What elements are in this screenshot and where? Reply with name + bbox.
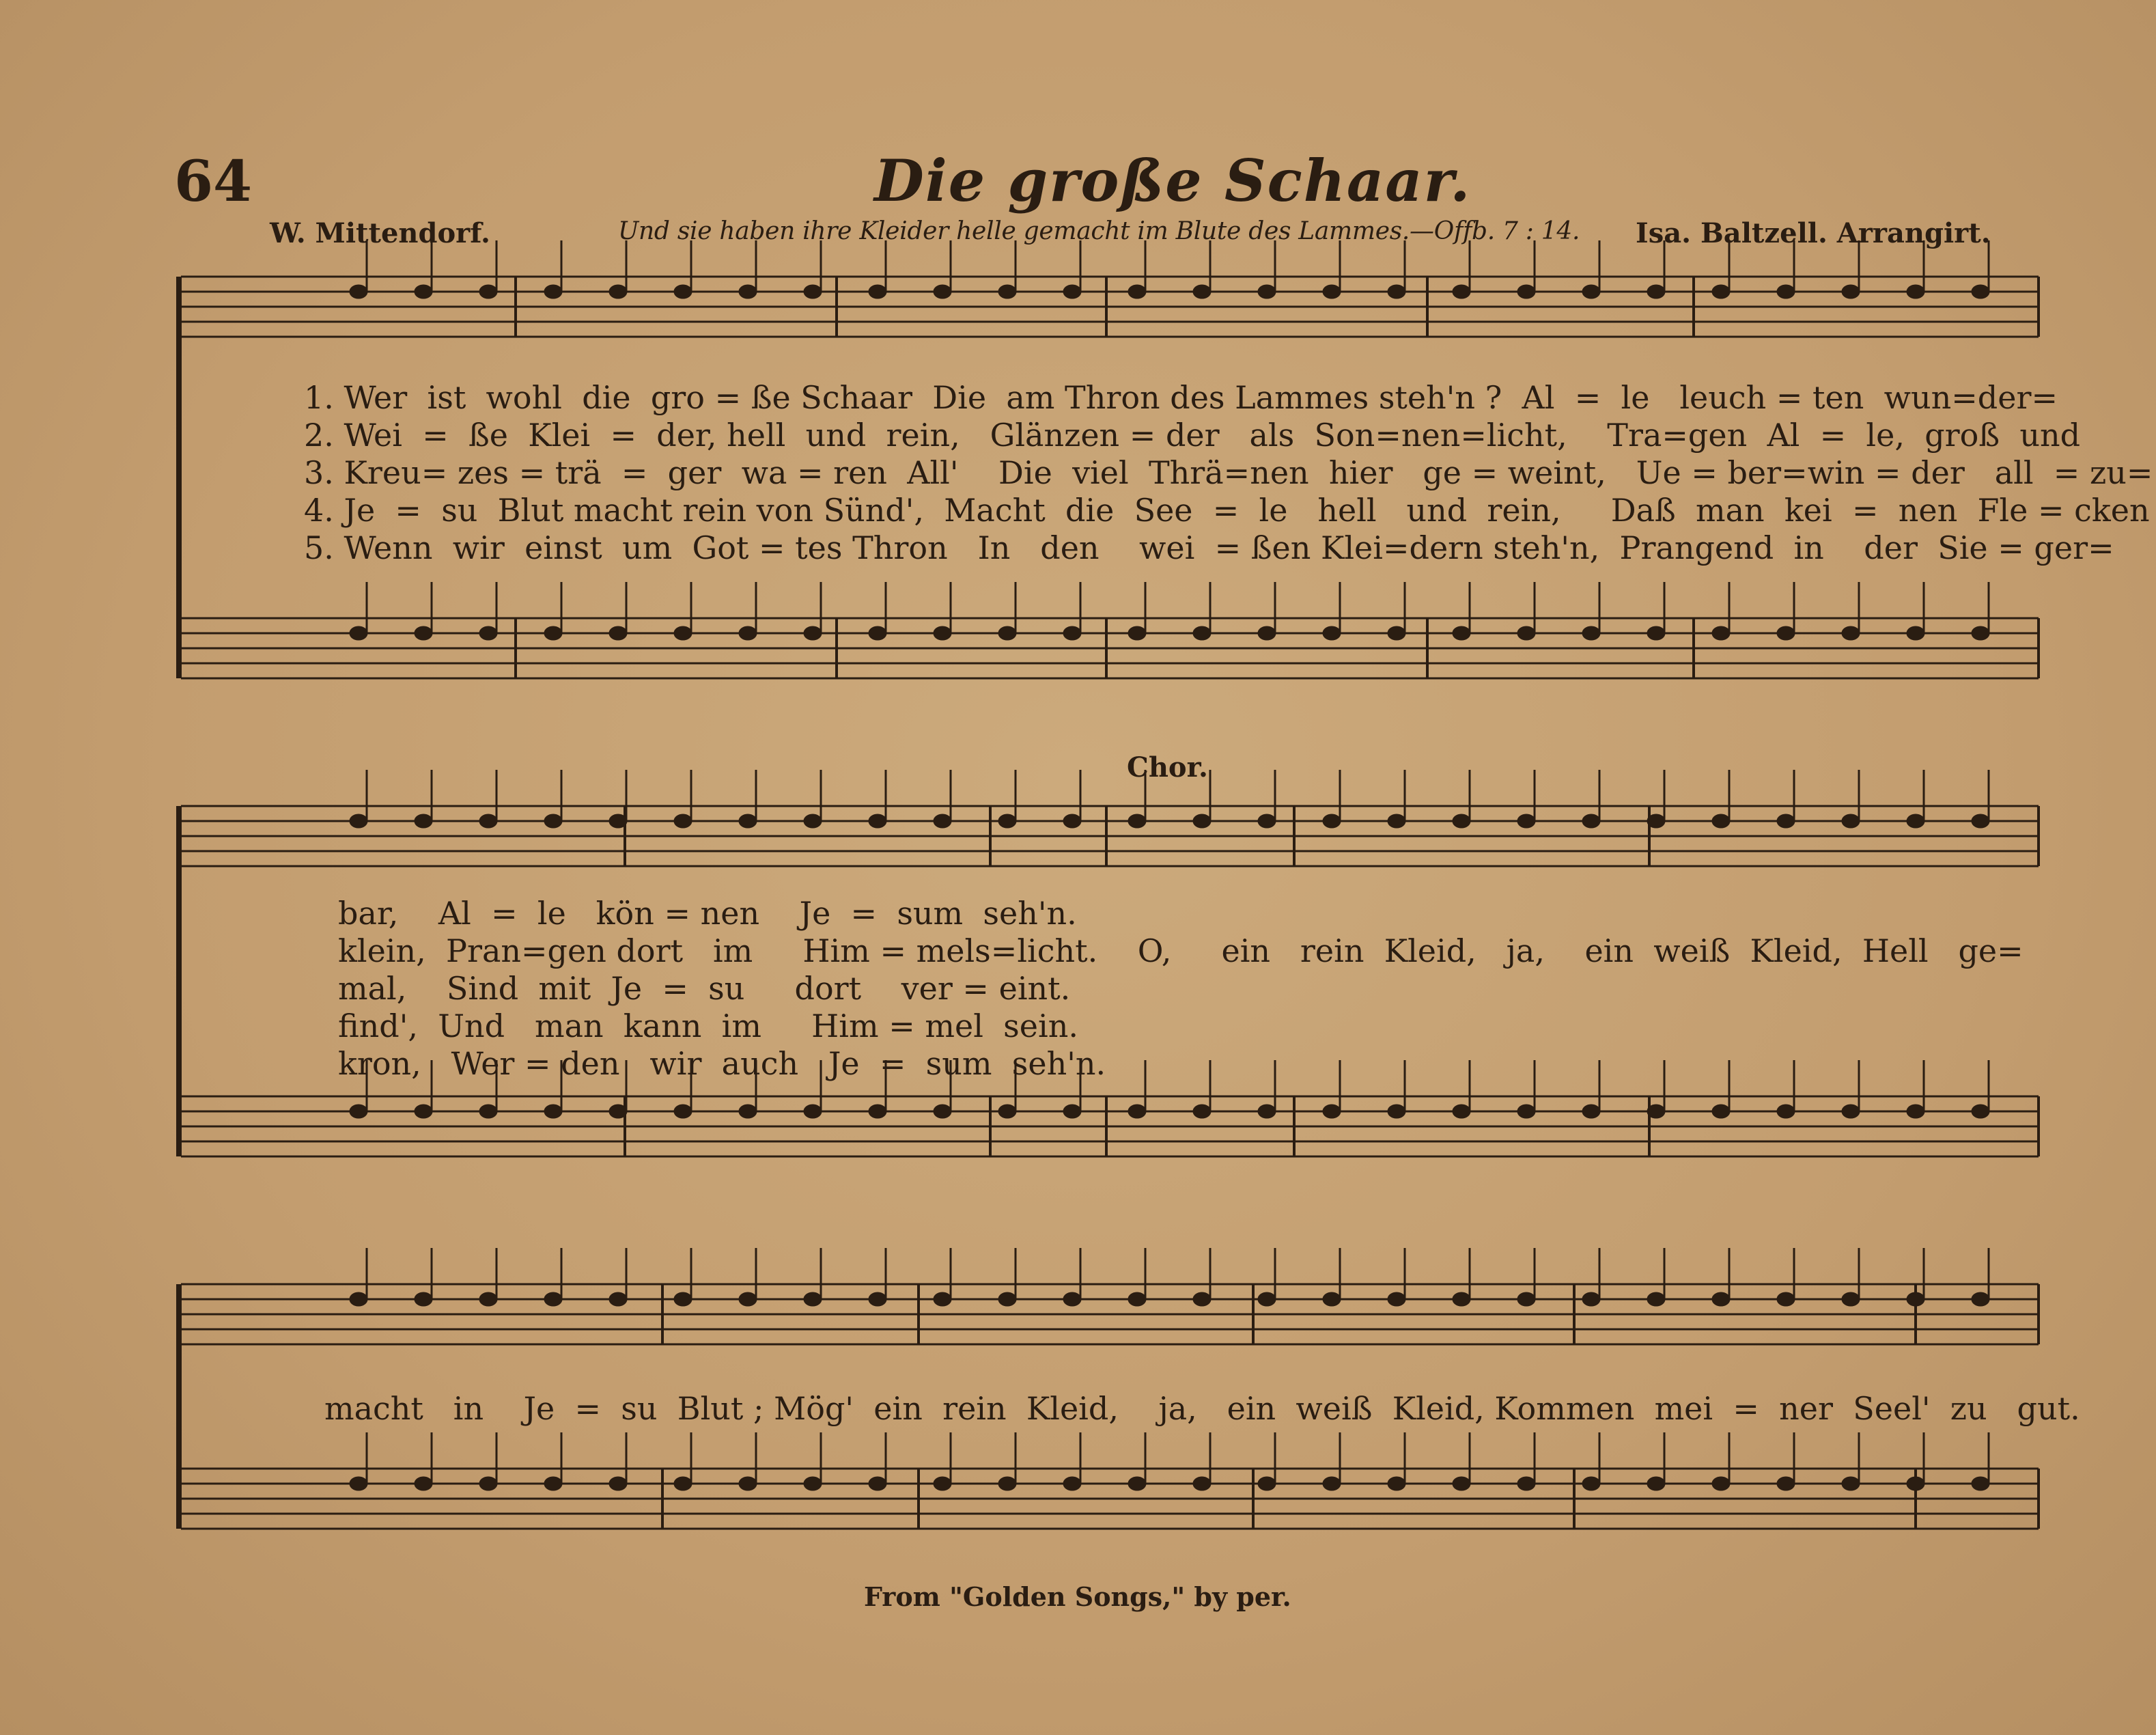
verse-line-3: 3. Kreu= zes = trä = ger wa = ren All' Die viel Thrä=nen hier ge = weint, Ue = ber=win = der all = zu= (304, 454, 2153, 491)
verse-line-5-cont: kron, Wer = den wir auch Je = sum seh'n. (338, 1045, 1106, 1082)
verse-line-1-cont: bar, Al = le kön = nen Je = sum seh'n. (338, 895, 1077, 932)
verse-line-5: 5. Wenn wir einst um Got = tes Thron In den wei = ßen Klei=dern steh'n, Prangend in der Sie = ger= (304, 529, 2114, 566)
page-number: 64 (174, 149, 253, 214)
chorus-label: Chor. (1127, 751, 1208, 783)
chorus-lyric: macht in Je = su Blut ; Mög' ein rein Kleid, ja, ein weiß Kleid, Kommen mei = ner Seel' zu gut. (324, 1390, 2080, 1427)
verse-line-2-cont: klein, Pran=gen dort im Him = mels=licht. O, ein rein Kleid, ja, ein weiß Kleid, Hell ge= (338, 932, 2024, 969)
arranger-credit: Isa. Baltzell. Arrangirt. (1636, 217, 1991, 249)
hymn-title: Die große Schaar. (874, 147, 1472, 214)
composer-credit: W. Mittendorf. (270, 217, 490, 249)
verse-line-4-cont: find', Und man kann im Him = mel sein. (338, 1008, 1078, 1044)
source-credit: From "Golden Songs," by per. (864, 1581, 1291, 1612)
verse-line-3-cont: mal, Sind mit Je = su dort ver = eint. (338, 970, 1071, 1007)
verse-line-2: 2. Wei = ße Klei = der, hell und rein, Glänzen = der als Son=nen=licht, Tra=gen Al = le, groß und (304, 417, 2081, 454)
verse-line-4: 4. Je = su Blut macht rein von Sünd', Macht die See = le hell und rein, Daß man kei = nen Fle = cken (304, 492, 2150, 529)
scripture-reference: Und sie haben ihre Kleider helle gemacht im Blute des Lammes.—Offb. 7 : 14. (618, 217, 1580, 245)
verse-line-1: 1. Wer ist wohl die gro = ße Schaar Die am Thron des Lammes steh'n ? Al = le leuch = ten wun=der= (304, 379, 2058, 416)
